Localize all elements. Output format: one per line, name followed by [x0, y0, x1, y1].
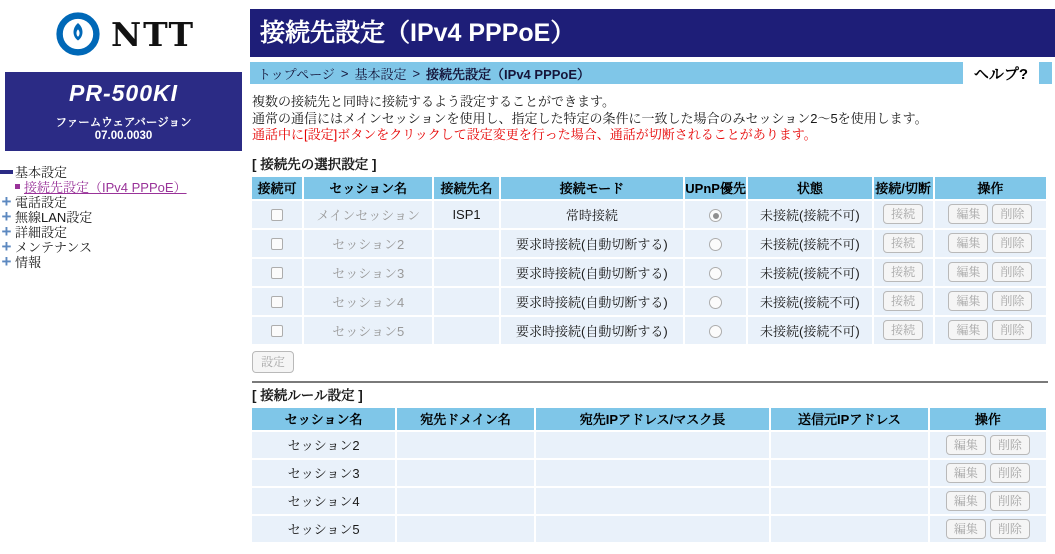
connection-mode-cell: 常時接続: [501, 201, 683, 228]
edit-button[interactable]: 編集: [946, 491, 986, 511]
sidebar-item-basic-settings[interactable]: 基本設定: [0, 164, 250, 179]
collapse-minus-icon: [0, 170, 13, 174]
sidebar-nav: [0, 164, 250, 269]
column-header-connection-mode: 接続モード: [501, 177, 683, 199]
sidebar-item-advanced-settings[interactable]: + 詳細設定: [1, 222, 68, 241]
main-content: [250, 0, 1055, 544]
source-ip-cell: [771, 516, 927, 542]
destination-name-cell: ISP1: [434, 201, 498, 228]
connect-cell: [874, 288, 933, 315]
breadcrumb-current-page: 接続先設定（IPv4 PPPoE）: [426, 66, 591, 82]
session-row: [252, 317, 1046, 344]
delete-button[interactable]: 削除: [990, 435, 1030, 455]
edit-button[interactable]: 編集: [948, 320, 988, 340]
session-name-cell: セッション5: [304, 317, 432, 344]
column-header-connect-disconnect: 接続/切断: [874, 177, 933, 199]
connection-mode-cell: 要求時接続(自動切断する): [501, 230, 683, 257]
section-divider: [252, 381, 1048, 383]
connection-mode-cell: 要求時接続(自動切断する): [501, 317, 683, 344]
connect-enable-cell: [252, 288, 302, 315]
device-info-panel: [5, 72, 242, 151]
edit-button[interactable]: 編集: [948, 291, 988, 311]
operations-cell: [935, 201, 1046, 228]
dest-domain-cell: [397, 488, 533, 514]
column-header-dest-ip-mask: 宛先IPアドレス/マスク長: [536, 408, 770, 430]
dest-ip-mask-cell: [536, 516, 770, 542]
column-header-source-ip: 送信元IPアドレス: [771, 408, 927, 430]
breadcrumb-separator: >: [340, 65, 349, 81]
connect-button[interactable]: 接続: [883, 233, 923, 253]
connect-button[interactable]: 接続: [883, 262, 923, 282]
description-line: 複数の接続先と同時に接続するよう設定することができます。: [252, 94, 615, 109]
apply-settings-button[interactable]: 設定: [252, 351, 294, 373]
upnp-priority-radio[interactable]: [709, 209, 722, 222]
submit-row: [250, 346, 1055, 373]
session-row: [252, 259, 1046, 286]
delete-button[interactable]: 削除: [992, 291, 1032, 311]
operations-cell: [935, 259, 1046, 286]
operations-cell: [935, 288, 1046, 315]
help-link[interactable]: ヘルプ?: [973, 65, 1029, 83]
column-header-session-name: セッション名: [252, 408, 395, 430]
destination-name-cell: [434, 259, 498, 286]
session-row: [252, 288, 1046, 315]
sidebar-item-phone-settings[interactable]: + 電話設定: [1, 192, 68, 211]
delete-button[interactable]: 削除: [992, 233, 1032, 253]
page-description: [250, 94, 1055, 144]
device-model: PR-500KI: [69, 80, 178, 106]
source-ip-cell: [771, 488, 927, 514]
delete-button[interactable]: 削除: [990, 463, 1030, 483]
connect-cell: [874, 317, 933, 344]
expand-plus-icon: +: [1, 192, 12, 211]
upnp-priority-cell: [685, 230, 746, 257]
column-header-operations: 操作: [930, 408, 1046, 430]
rule-row: [252, 516, 1046, 542]
connect-button[interactable]: 接続: [883, 204, 923, 224]
dest-domain-cell: [397, 516, 533, 542]
sidebar-item-wireless-lan[interactable]: + 無線LAN設定: [1, 207, 93, 226]
column-header-connect-enable: 接続可: [252, 177, 302, 199]
column-header-upnp-priority: UPnP優先: [685, 177, 746, 199]
edit-button[interactable]: 編集: [948, 262, 988, 282]
connect-enable-cell: [252, 317, 302, 344]
dest-domain-cell: [397, 460, 533, 486]
expand-plus-icon: +: [1, 222, 12, 241]
description-line: 通常の通信にはメインセッションを使用し、指定した特定の条件に一致した場合のみセッション2～5を使用します。: [252, 110, 928, 126]
dest-ip-mask-cell: [536, 488, 770, 514]
ntt-logo: [0, 0, 250, 60]
rule-session-cell: セッション5: [252, 516, 395, 542]
rule-session-cell: セッション4: [252, 488, 395, 514]
expand-plus-icon: +: [1, 252, 12, 271]
edit-button[interactable]: 編集: [946, 463, 986, 483]
connection-mode-cell: 要求時接続(自動切断する): [501, 288, 683, 315]
delete-button[interactable]: 削除: [990, 491, 1030, 511]
column-header-dest-domain: 宛先ドメイン名: [397, 408, 533, 430]
connect-button[interactable]: 接続: [883, 291, 923, 311]
upnp-priority-cell: [685, 259, 746, 286]
sidebar-item-pppoe-settings[interactable]: 接続先設定（IPv4 PPPoE）: [0, 179, 250, 194]
breadcrumb: [250, 62, 963, 84]
sidebar: [0, 0, 250, 269]
status-cell: 未接続(接続不可): [748, 317, 871, 344]
upnp-priority-cell: [685, 201, 746, 228]
page-title: 接続先設定（IPv4 PPPoE）: [250, 9, 1055, 57]
selection-section-title: [ 接続先の選択設定 ]: [252, 156, 377, 172]
connect-enable-checkbox[interactable]: [271, 325, 283, 337]
upnp-priority-cell: [685, 288, 746, 315]
dest-ip-mask-cell: [536, 460, 770, 486]
dest-ip-mask-cell: [536, 432, 770, 458]
session-row: [252, 201, 1046, 228]
upnp-priority-cell: [685, 317, 746, 344]
session-row: [252, 230, 1046, 257]
connection-mode-cell: 要求時接続(自動切断する): [501, 259, 683, 286]
status-cell: 未接続(接続不可): [748, 259, 871, 286]
column-header-operations: 操作: [935, 177, 1046, 199]
operations-cell: [935, 317, 1046, 344]
breadcrumb-end-cap: [1039, 62, 1052, 84]
delete-button[interactable]: 削除: [992, 320, 1032, 340]
connection-rule-table: [250, 406, 1048, 544]
delete-button[interactable]: 削除: [992, 204, 1032, 224]
upnp-priority-radio[interactable]: [709, 325, 722, 338]
sidebar-item-information[interactable]: + 情報: [1, 252, 42, 271]
bullet-icon: [15, 184, 20, 189]
connect-enable-checkbox[interactable]: [271, 238, 283, 250]
operations-cell: [930, 432, 1046, 458]
connect-cell: [874, 259, 933, 286]
expand-plus-icon: +: [1, 207, 12, 226]
breadcrumb-basic-settings[interactable]: 基本設定: [354, 66, 407, 82]
column-header-status: 状態: [748, 177, 871, 199]
destination-name-cell: [434, 288, 498, 315]
rule-session-cell: セッション2: [252, 432, 395, 458]
rule-session-cell: セッション3: [252, 460, 395, 486]
operations-cell: [930, 488, 1046, 514]
connection-selection-table: [250, 175, 1048, 346]
connect-enable-checkbox[interactable]: [271, 209, 283, 221]
destination-name-cell: [434, 230, 498, 257]
connect-enable-cell: [252, 259, 302, 286]
status-cell: 未接続(接続不可): [748, 230, 871, 257]
status-cell: 未接続(接続不可): [748, 288, 871, 315]
connect-enable-cell: [252, 230, 302, 257]
breadcrumb-top-page[interactable]: トップページ: [258, 66, 335, 82]
column-header-destination-name: 接続先名: [434, 177, 498, 199]
upnp-priority-radio[interactable]: [709, 296, 722, 309]
session-name-cell: セッション3: [304, 259, 432, 286]
edit-button[interactable]: 編集: [946, 435, 986, 455]
breadcrumb-separator: >: [412, 65, 421, 81]
connect-cell: [874, 201, 933, 228]
source-ip-cell: [771, 432, 927, 458]
destination-name-cell: [434, 317, 498, 344]
connect-enable-checkbox[interactable]: [271, 267, 283, 279]
upnp-priority-radio[interactable]: [709, 238, 722, 251]
connect-button[interactable]: 接続: [883, 320, 923, 340]
edit-button[interactable]: 編集: [948, 233, 988, 253]
firmware-label: ファームウェアバージョン: [55, 117, 192, 129]
selection-table-header-row: [252, 177, 1046, 199]
session-name-cell: セッション4: [304, 288, 432, 315]
ntt-logo-icon: [55, 11, 101, 57]
sidebar-item-maintenance[interactable]: + メンテナンス: [1, 237, 92, 256]
column-header-session-name: セッション名: [304, 177, 432, 199]
rule-table-header-row: [252, 408, 1046, 430]
connect-cell: [874, 230, 933, 257]
rule-row: [252, 460, 1046, 486]
rule-section-title: [ 接続ルール設定 ]: [252, 387, 363, 403]
operations-cell: [930, 516, 1046, 542]
session-name-cell: セッション2: [304, 230, 432, 257]
delete-button[interactable]: 削除: [990, 519, 1030, 539]
status-cell: 未接続(接続不可): [748, 201, 871, 228]
delete-button[interactable]: 削除: [992, 262, 1032, 282]
rule-row: [252, 488, 1046, 514]
ntt-logo-text: NTT: [110, 14, 196, 54]
edit-button[interactable]: 編集: [946, 519, 986, 539]
upnp-priority-radio[interactable]: [709, 267, 722, 280]
warning-text: 通話中に[設定]ボタンをクリックして設定変更を行った場合、通話が切断されることがあります。: [252, 127, 817, 142]
connect-enable-cell: [252, 201, 302, 228]
firmware-version: 07.00.0030: [94, 130, 153, 142]
operations-cell: [935, 230, 1046, 257]
connect-enable-checkbox[interactable]: [271, 296, 283, 308]
expand-plus-icon: +: [1, 237, 12, 256]
rule-row: [252, 432, 1046, 458]
edit-button[interactable]: 編集: [948, 204, 988, 224]
source-ip-cell: [771, 460, 927, 486]
session-name-cell: メインセッション: [304, 201, 432, 228]
breadcrumb-row: [250, 62, 1055, 84]
operations-cell: [930, 460, 1046, 486]
dest-domain-cell: [397, 432, 533, 458]
